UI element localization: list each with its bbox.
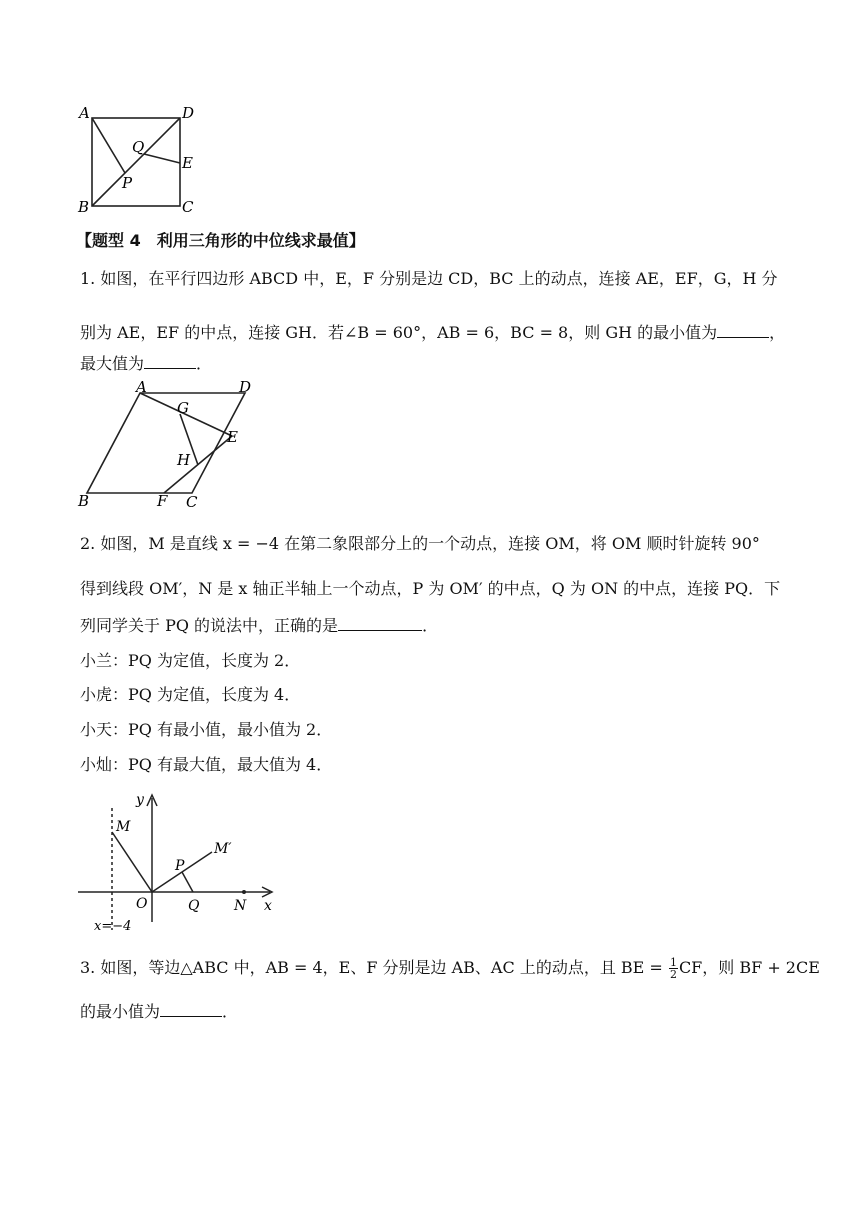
label-Q: Q <box>132 138 145 156</box>
problem-1-line-2-text: 别为 AE，EF 的中点，连接 GH．若∠B = 60°，AB = 6，BC = 8，则 GH 的最小值为 <box>80 323 718 342</box>
problem-3-line-1a: 3. 如图，等边△ABC 中，AB = 4，E、F 分别是边 AB、AC 上的动点，且 BE = <box>80 958 663 977</box>
label-E: E <box>182 154 193 172</box>
fraction-one-half <box>669 957 678 980</box>
answer-blank-min[interactable] <box>717 321 769 338</box>
problem-2-line-3-text: 列同学关于 PQ 的说法中，正确的是 <box>80 616 339 635</box>
label-E: E <box>227 428 238 446</box>
fraction-denominator: 2 <box>669 968 677 981</box>
problem-2-line-3 <box>80 614 438 637</box>
answer-blank-statements[interactable] <box>338 614 422 631</box>
answer-blank-max[interactable] <box>144 352 196 369</box>
option-xiaocan: 小灿：PQ 有最大值，最大值为 4． <box>80 755 333 774</box>
label-x: x <box>264 898 272 914</box>
label-B: B <box>78 492 90 510</box>
figure-coordinate-plane <box>74 786 284 934</box>
label-M-prime: M′ <box>214 841 232 857</box>
fraction-numerator: 1 <box>669 956 677 969</box>
label-B: B <box>78 198 90 216</box>
problem-2-line-3-end: ． <box>422 616 439 635</box>
problem-3-line-2-text: 的最小值为 <box>80 1002 161 1021</box>
label-G: G <box>177 399 189 417</box>
option-xiaotian: 小天：PQ 有最小值，最小值为 2． <box>80 720 333 739</box>
label-y: y <box>136 792 144 808</box>
label-F: F <box>157 492 168 510</box>
label-M: M <box>116 819 131 835</box>
label-C: C <box>186 493 198 511</box>
label-A: A <box>136 380 147 396</box>
problem-1-line-2-end: ， <box>769 323 786 342</box>
problem-1-line-3-text: 最大值为 <box>80 354 145 373</box>
label-D: D <box>182 104 195 122</box>
problem-1-line-3 <box>80 352 212 375</box>
problem-3-line-1 <box>80 957 820 980</box>
problem-1-line-1: 1. 如图，在平行四边形 ABCD 中，E，F 分别是边 CD，BC 上的动点，连接 AE，EF，G，H 分 <box>80 269 778 288</box>
problem-3-line-2 <box>80 1000 238 1023</box>
option-xiaolan: 小兰：PQ 为定值，长度为 2． <box>80 651 301 670</box>
label-P: P <box>122 174 133 192</box>
label-H: H <box>177 451 191 469</box>
problem-3-line-2-end: ． <box>222 1002 239 1021</box>
label-P: P <box>175 858 185 874</box>
problem-3-line-1b: CF，则 BF + 2CE <box>678 958 820 977</box>
option-xiaohu: 小虎：PQ 为定值，长度为 4． <box>80 685 301 704</box>
label-Q: Q <box>188 898 200 914</box>
figure-square <box>74 100 204 220</box>
label-O: O <box>136 896 148 912</box>
problem-1-line-3-end: ． <box>196 354 213 373</box>
problem-2-line-2: 得到线段 OM′，N 是 x 轴正半轴上一个动点，P 为 OM′ 的中点，Q 为 ON 的中点，连接 PQ．下 <box>80 579 781 598</box>
problem-1-line-2 <box>80 321 785 344</box>
figure-parallelogram <box>74 380 274 512</box>
label-D: D <box>239 380 252 396</box>
label-C: C <box>182 198 194 216</box>
answer-blank-min-sum[interactable] <box>160 1000 222 1017</box>
label-N: N <box>234 898 247 914</box>
label-A: A <box>79 104 90 122</box>
label-x-eq-minus-4: x=−4 <box>94 919 132 934</box>
problem-2-line-1: 2. 如图，M 是直线 x = −4 在第二象限部分上的一个动点，连接 OM，将 OM 顺时针旋转 90° <box>80 534 760 553</box>
section-heading: 【题型 4 利用三角形的中位线求最值】 <box>76 231 365 250</box>
